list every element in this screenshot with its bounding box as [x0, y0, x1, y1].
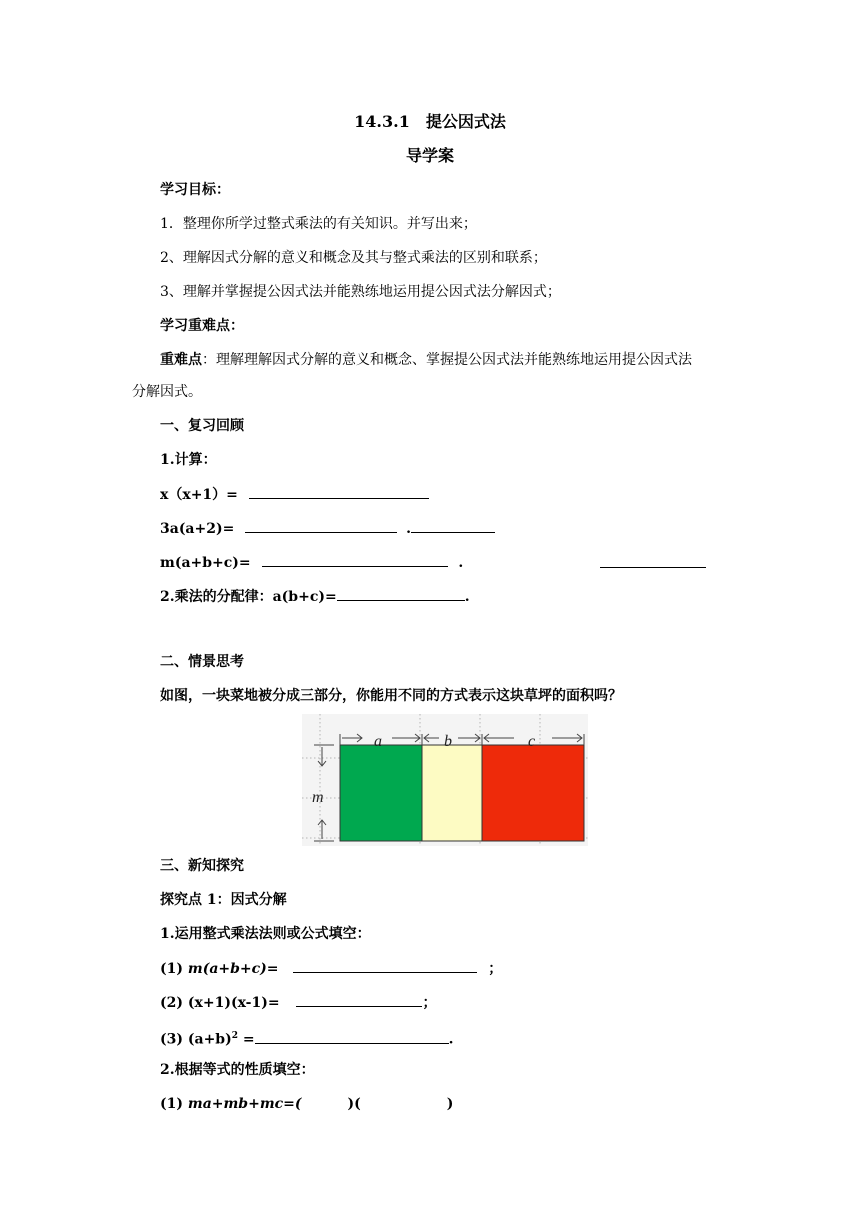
- answer-blank[interactable]: [411, 518, 495, 533]
- answer-blank[interactable]: [249, 484, 429, 499]
- goal-item-1: 1．整理你所学过整式乘法的有关知识。并写出来；: [160, 216, 477, 232]
- review-distributive: [160, 586, 470, 607]
- answer-blank[interactable]: [245, 518, 397, 533]
- label-b: b: [444, 733, 452, 750]
- review-calc: 1.计算：: [160, 452, 217, 468]
- page-title: 14.3.1 提公因式法: [354, 112, 506, 131]
- f1-expression: ma+mb+mc=(: [187, 1096, 302, 1112]
- explore-e1: [160, 958, 502, 979]
- e1-number: (1): [160, 961, 188, 977]
- f1-number: (1): [160, 1096, 188, 1112]
- f1-end: ): [446, 1096, 454, 1112]
- review-q2-sep: .: [406, 521, 411, 537]
- explore-heading: 三、新知探究: [160, 858, 244, 874]
- answer-blank[interactable]: [296, 992, 422, 1007]
- e3-number: (3): [160, 1031, 188, 1048]
- answer-blank[interactable]: [255, 1029, 449, 1044]
- review-q2-expr: 3a(a+2)=: [160, 521, 235, 537]
- explore-e2: [160, 992, 436, 1013]
- scene-heading: 二、情景思考: [160, 654, 244, 670]
- label-a: a: [374, 733, 382, 750]
- explore-sub-2: 2.根据等式的性质填空：: [160, 1062, 315, 1078]
- answer-blank[interactable]: [600, 553, 706, 568]
- f1-mid: )(: [347, 1096, 361, 1112]
- explore-sub-1: 1.运用整式乘法法则或公式填空：: [160, 926, 371, 942]
- explore-f1: [160, 1094, 453, 1114]
- e1-expression: m(a+b+c)=: [187, 961, 279, 977]
- answer-blank[interactable]: [337, 586, 465, 601]
- review-q3-expr: m(a+b+c)=: [160, 555, 251, 571]
- region-c: [482, 745, 584, 841]
- difficulty-text-1: ：理解理解因式分解的意义和概念、掌握提公因式法并能熟练地运用提公因式法: [202, 352, 692, 368]
- e3-expression: (a+b): [187, 1031, 232, 1048]
- explore-point-1: 探究点 1：因式分解: [160, 892, 287, 908]
- goals-heading: 学习目标：: [160, 182, 230, 198]
- e2-expression: (x+1)(x-1)=: [187, 995, 280, 1011]
- e2-number: (2): [160, 995, 188, 1011]
- review-q1-expr: x（x+1）=: [160, 487, 238, 503]
- review-q1: [160, 484, 429, 505]
- review-heading: 一、复习回顾: [160, 418, 244, 434]
- difficulty-line-1: [160, 350, 692, 370]
- page-subtitle: 导学案: [405, 146, 454, 165]
- answer-blank[interactable]: [293, 958, 477, 973]
- review-q3-sep: .: [458, 555, 464, 571]
- e2-end: ；: [422, 995, 437, 1011]
- scene-question: 如图，一块菜地被分成三部分，你能用不同的方式表示这块草坪的面积吗？: [160, 688, 622, 704]
- answer-blank[interactable]: [262, 552, 448, 567]
- e1-end: ；: [488, 961, 503, 977]
- goal-item-3: 3、理解并掌握提公因式法并能熟练地运用提公因式法分解因式；: [160, 284, 561, 300]
- goal-item-2: 2、理解因式分解的意义和概念及其与整式乘法的区别和联系；: [160, 250, 547, 266]
- difficulty-label: 重难点: [160, 352, 202, 368]
- explore-e3: [160, 1026, 453, 1050]
- garden-figure: [302, 714, 588, 846]
- review-q2: [160, 518, 495, 539]
- review-dist-end: .: [464, 589, 470, 605]
- review-dist-text: 2.乘法的分配律：a(b+c)=: [160, 589, 337, 605]
- e3-equals: =: [237, 1031, 255, 1048]
- e3-exponent: 2: [231, 1031, 238, 1041]
- region-b: [422, 745, 482, 841]
- review-q3: [160, 552, 463, 573]
- region-a: [340, 745, 422, 841]
- label-c: c: [528, 733, 536, 750]
- label-m: m: [312, 789, 324, 806]
- difficulty-line-2: 分解因式。: [132, 384, 202, 400]
- e3-end: .: [448, 1031, 454, 1048]
- difficulty-heading: 学习重难点：: [160, 318, 244, 334]
